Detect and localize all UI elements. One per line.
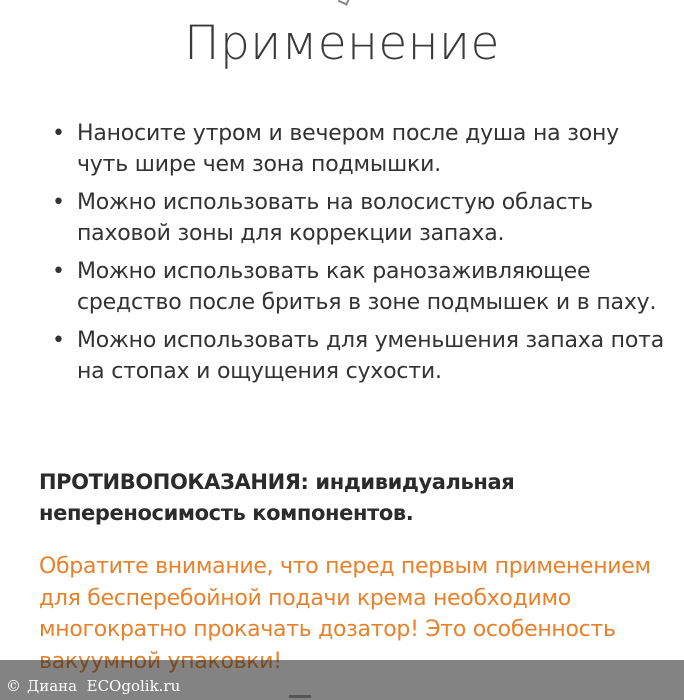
notice-text: Обратите внимание, что перед первым применением для бесперебойной подачи крема необходимо многократно прокачать дозатор! Это особенность [39,554,651,642]
bullet-icon: • [52,328,65,353]
bullet-icon: • [52,121,65,146]
copyright-icon: © [6,677,21,695]
bullet-icon: • [52,259,65,284]
bullet-icon: • [52,190,65,215]
watermark-bar [0,660,684,700]
usage-list [52,118,674,394]
list-item-text: Можно использовать как ранозаживляющее средство после бритья в зоне подмышек и в паху. [77,259,657,315]
list-item [52,118,674,180]
list-item [52,187,674,249]
list-item [52,256,674,318]
watermark-site: ECOgolik.ru [86,677,181,695]
contraindications-text: ПРОТИВОПОКАЗАНИЯ: индивидуальная непереносимость компонентов. [39,470,515,525]
list-item-text: Наносите утром и вечером после душа на зону чуть шире чем зона подмышки. [77,121,619,177]
list-item [52,325,674,387]
watermark-author: Диана [27,677,78,695]
page-title: Применение [184,16,500,71]
list-item-text: Можно использовать на волосистую область паховой зоны для коррекции запаха. [77,190,593,246]
list-item-text: Можно использовать для уменьшения запаха пота на стопах и ощущения сухости. [77,328,664,384]
watermark [6,676,180,696]
bottom-edge-artifact [289,695,311,698]
chevron-artifact-icon [338,0,350,6]
